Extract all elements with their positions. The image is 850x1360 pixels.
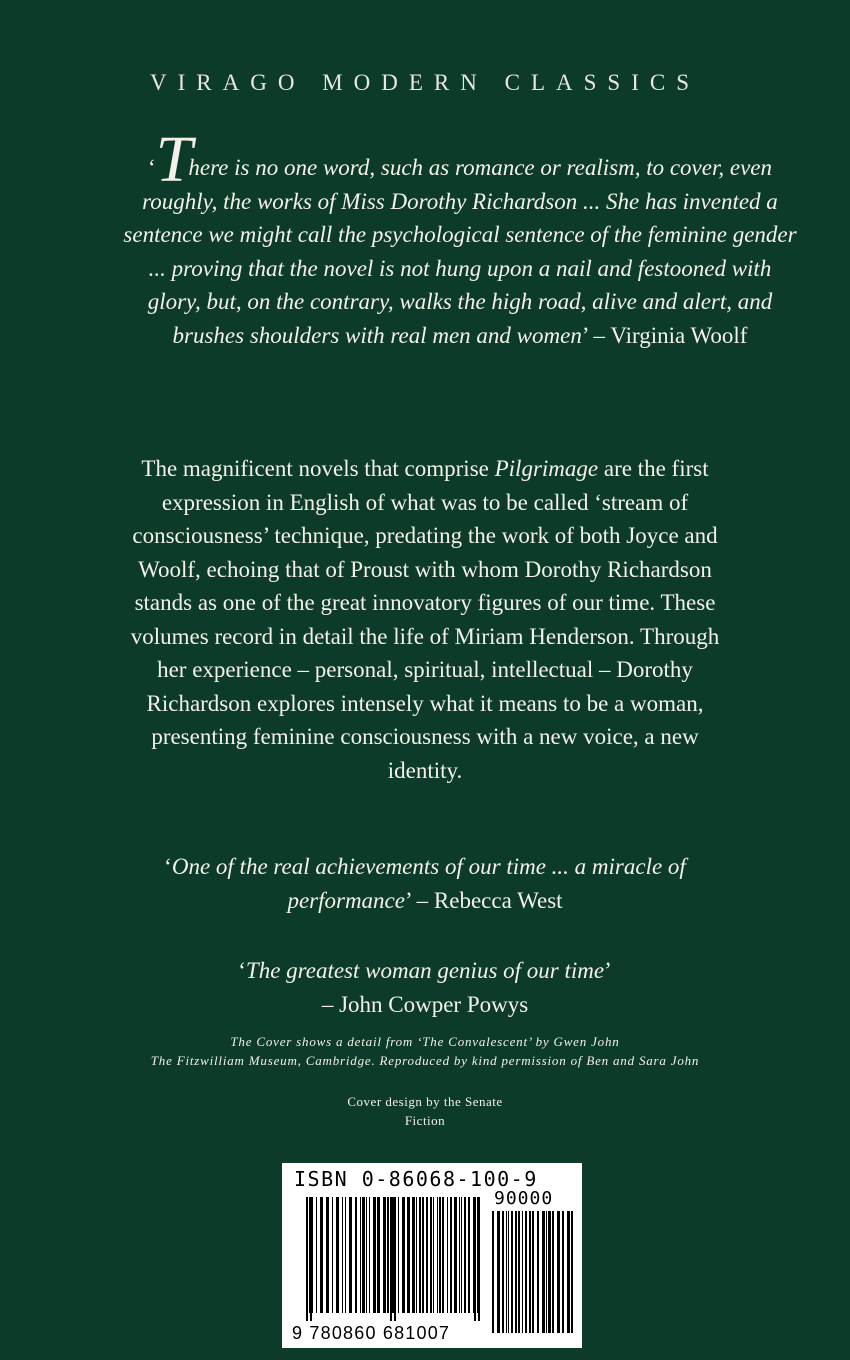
barcode-guard-bar [394, 1197, 396, 1321]
barcode-bar [502, 1211, 504, 1333]
barcode-bar [377, 1197, 380, 1313]
quote-woolf-attribution: – Virginia Woolf [593, 322, 748, 348]
price-code: 90000 [494, 1188, 554, 1209]
barcode-bar [567, 1211, 570, 1333]
barcode-guard-bar [478, 1197, 480, 1321]
barcode-bar [522, 1211, 523, 1333]
quote-woolf-text: here is no one word, such as romance or realism, to cover, even roughly, the works of Miss Dorothy Richardson ... She has invented a sentence we might call the psychological sentence of the feminine gender ... proving that the novel is not hung upon a nail and festooned with glory, but, on the contrary, walks the high road, alive and alert, and brushes shoulders with real men and women [123, 155, 797, 348]
design-credit: Cover design by the Senate [347, 1094, 503, 1109]
isbn: ISBN 0-86068-100-9 [294, 1167, 538, 1191]
category: Fiction [404, 1113, 446, 1128]
quote-powys: ‘The greatest woman genius of our time’ – John Cowper Powys [238, 958, 612, 1017]
barcode-bar [464, 1197, 466, 1313]
barcode-bar [320, 1197, 323, 1313]
barcode-bar [422, 1197, 424, 1313]
barcode-bar [369, 1197, 370, 1313]
barcode-bar [316, 1197, 317, 1313]
barcode-bar [442, 1197, 444, 1313]
barcode-bar [552, 1211, 554, 1333]
drop-cap: T [155, 123, 193, 196]
cover-credit-line1: The Cover shows a detail from ‘The Convalescent’ by Gwen John [230, 1034, 620, 1049]
barcode-bar [450, 1197, 452, 1313]
quote-west-attribution: – Rebecca West [416, 887, 563, 913]
barcode-bar [407, 1197, 410, 1313]
description-part1: The magnificent novels that comprise [141, 456, 495, 481]
cover-credit-line2: The Fitzwilliam Museum, Cambridge. Reproduced by kind permission of Ben and Sara John [150, 1053, 700, 1068]
barcode [282, 1163, 582, 1348]
barcode-bar [492, 1211, 494, 1333]
barcode-bar [437, 1197, 438, 1313]
quote-west-text: One of the real achievements of our time ... a miracle of performance [171, 854, 686, 913]
barcode-bar [468, 1197, 470, 1313]
quote-powys-text: The greatest woman genius of our time [245, 958, 605, 983]
barcode-bar [426, 1197, 428, 1313]
cover-credit [60, 1032, 790, 1070]
barcode-bar [497, 1211, 500, 1333]
barcode-bar [349, 1197, 352, 1313]
barcode-bar [508, 1211, 509, 1333]
series-title: VIRAGO MODERN CLASSICS [150, 70, 700, 95]
barcode-bar [506, 1211, 507, 1333]
barcode-bar [447, 1197, 448, 1313]
barcode-guard-bar [390, 1197, 392, 1321]
design-credit-block [200, 1092, 650, 1130]
barcode-bar [402, 1197, 405, 1313]
barcode-bar [332, 1197, 333, 1313]
barcode-bar [529, 1211, 531, 1333]
barcode-bar [336, 1197, 339, 1313]
ean-number: 9 780860 681007 [292, 1323, 451, 1343]
barcode-bar [416, 1197, 417, 1313]
barcode-bar [342, 1197, 343, 1313]
barcode-bar [383, 1197, 386, 1313]
barcode-bar [355, 1197, 357, 1313]
quote-powys-attribution: – John Cowper Powys [321, 991, 529, 1017]
barcode-bar [360, 1197, 361, 1313]
barcode-bar [461, 1197, 462, 1313]
barcode-bar [419, 1197, 421, 1313]
barcode-bar [515, 1211, 517, 1333]
barcode-bar [557, 1211, 560, 1333]
barcode-guard-bar [306, 1197, 308, 1321]
barcode-guard-bar [310, 1197, 312, 1321]
barcode-bar [548, 1211, 551, 1333]
barcode-guard-bar [474, 1197, 476, 1321]
barcode-bar [398, 1197, 399, 1313]
quote-woolf: ‘There is no one word, such as romance or realism, to cover, even roughly, the works of Miss Dorothy Richardson ... She has invented a sentence we might call the psychological sentence of the feminine gender ... proving that the novel is not hung upon a nail and festooned with glory, but, on the contrary, walks the high road, alive and alert, and brushes shoulders with real men and women’ – Virginia Woolf [123, 123, 797, 348]
barcode-bar [525, 1211, 527, 1333]
description-part2: are the first expression in English of what was to be called ‘stream of consciousness’ technique, predating the work of both Joyce and Woolf, echoing that of Proust with whom Dorothy Richardson stands as one of the great innovatory figures of our time. These volumes record in detail the life of Miriam Henderson. Through her experience – personal, spiritual, intellectual – Dorothy Richardson explores intensely what it means to be a woman, presenting feminine consciousness with a new voice, a new identity. [130, 456, 720, 783]
barcode-bar [532, 1211, 534, 1333]
barcode-bar [430, 1197, 432, 1313]
barcode-bar [362, 1197, 365, 1313]
barcode-bar [454, 1197, 457, 1313]
barcode-bar [477, 1197, 478, 1313]
barcode-bar [373, 1197, 376, 1313]
barcode-bar [562, 1211, 564, 1333]
barcode-bar [309, 1197, 310, 1313]
book-title: Pilgrimage [494, 456, 599, 481]
barcode-bar [433, 1197, 434, 1313]
barcode-bar [546, 1211, 547, 1333]
barcode-bar [439, 1197, 441, 1313]
barcode-bar [518, 1211, 520, 1333]
barcode-bar [511, 1211, 513, 1333]
barcode-bar [412, 1197, 415, 1313]
barcode-bar [326, 1197, 329, 1313]
barcode-bar [537, 1211, 539, 1333]
barcode-bar [459, 1197, 460, 1313]
quote-west: ‘One of the real achievements of our time ... a miracle of performance’ – Rebecca West [164, 854, 686, 913]
barcode-bar [366, 1197, 367, 1313]
barcode-bar [571, 1211, 573, 1333]
barcode-bar [542, 1211, 545, 1333]
barcode-bar [387, 1197, 389, 1313]
description [130, 452, 720, 787]
barcode-bar [345, 1197, 346, 1313]
